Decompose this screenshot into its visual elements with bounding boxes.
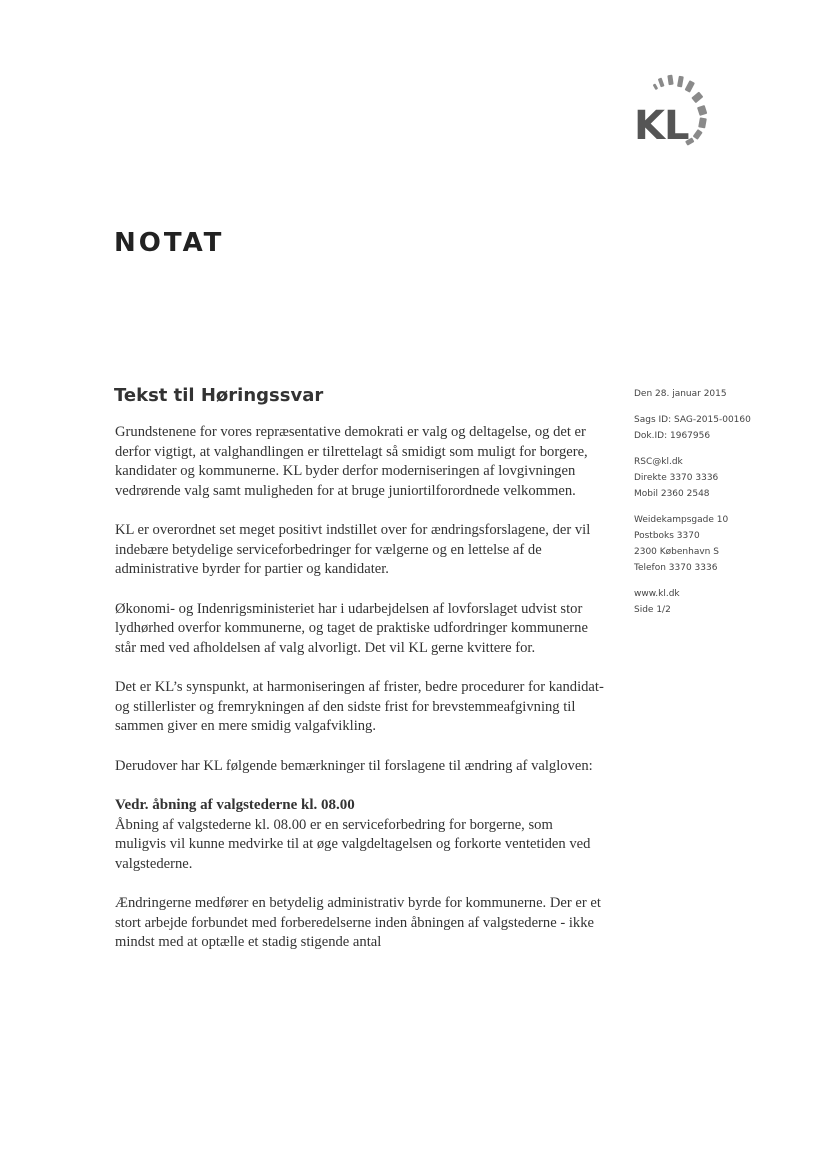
sidebar-metadata [634,386,814,628]
contact-group [634,454,814,502]
paragraph: Det er KL’s synspunkt, at harmoniseringen af frister, bedre procedurer for kandidat- og stillerlister og fremrykningen af den sidste frist for brevstemmeafgivning til sammen giver en mere smidig valgafvikling. [115,679,604,734]
id-group [634,412,814,444]
contact-mobile: Mobil 2360 2548 [634,489,710,499]
paragraph: Åbning af valgstederne kl. 08.00 er en serviceforbedring for borgerne, som muligvis vil kunne medvirke til at øge valgdeltagelsen og forkorte ventetiden ved valgstederne. [115,816,591,872]
document-date: Den 28. januar 2015 [634,389,727,399]
paragraph: KL er overordnet set meget positivt indstillet over for ændringsforslagene, der vil indebære betydelige serviceforbedringer for vælgerne og en lettelse af de administrative byrder for partier og kandidater. [115,522,591,577]
address-group [634,512,814,576]
address-postbox: Postboks 3370 [634,531,700,541]
sags-id: Sags ID: SAG-2015-00160 [634,415,751,425]
date-group [634,386,814,402]
paragraph: Grundstenene for vores repræsentative demokrati er valg og deltagelse, og det er derfor vigtigt, at valghandlingen er tilrettelagt så smidigt som muligt for borgere, kandidater og kommunerne. KL byder derfor moderniseringen af lovgivningen vedrørende valg samt muligheden for at bruge juniortilforordnede velkommen. [115,424,588,499]
address-street: Weidekampsgade 10 [634,515,729,525]
kl-logo [628,70,728,160]
address-city: 2300 København S [634,547,719,557]
page-number: Side 1/2 [634,605,671,615]
paragraph: Ændringerne medfører en betydelig administrativ byrde for kommunerne. Der er et stort arbejde forbundet med forberedelserne inden åbningen af valgstederne - ikke mindst med at optælle et stadig stigende antal [115,895,601,950]
paragraph: Økonomi- og Indenrigsministeriet har i udarbejdelsen af lovforslaget udvist stor lydhørhed overfor kommunerne, og taget de praktiske udfordringer kommunerne står med ved afholdelsen af valg alvorligt. Det vil KL gerne kvittere for. [115,600,588,656]
website: www.kl.dk [634,589,680,599]
contact-direct: Direkte 3370 3336 [634,473,719,483]
paragraph: Derudover har KL følgende bemærkninger til forslagene til ændring af valgloven: [115,757,593,774]
dok-id: Dok.ID: 1967956 [634,431,711,441]
section-heading: Vedr. åbning af valgstederne kl. 08.00 [115,797,355,813]
body-text [115,423,605,973]
web-group [634,586,814,618]
contact-email: RSC@kl.dk [634,457,683,467]
address-phone: Telefon 3370 3336 [634,563,718,573]
document-title: Tekst til Høringssvar [114,385,324,406]
logo-text: KL [634,103,689,149]
document-type-heading: NOTAT [114,228,225,258]
